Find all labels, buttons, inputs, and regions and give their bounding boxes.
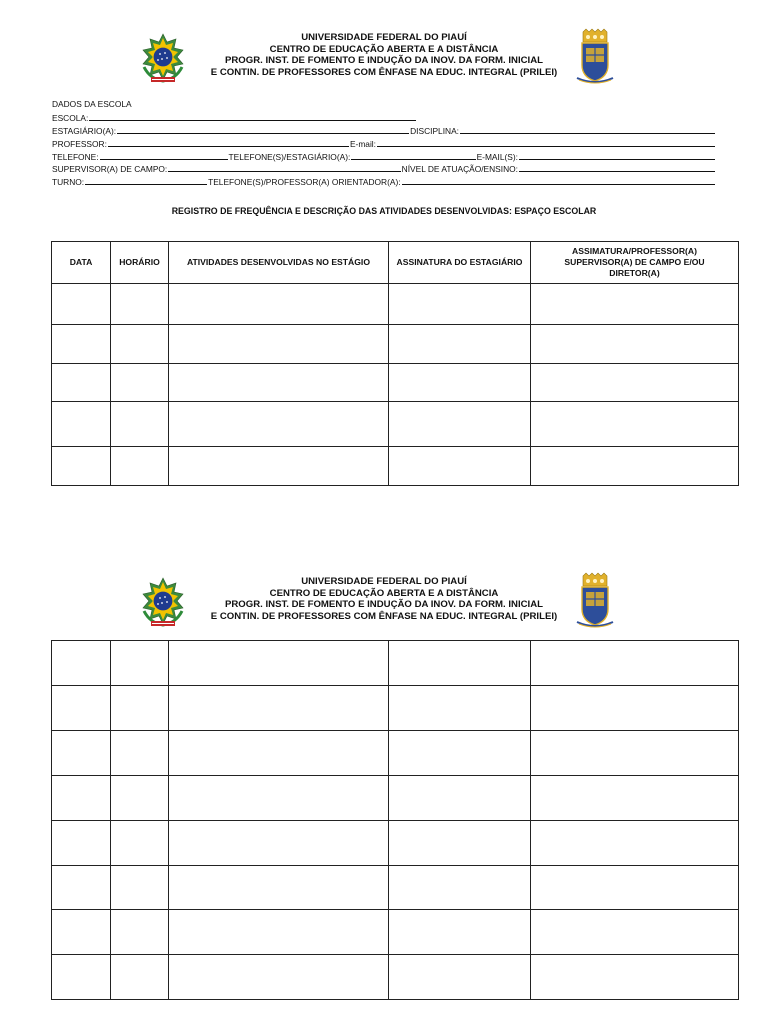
table-row <box>52 641 739 686</box>
cell-assinatura-estagiario[interactable] <box>389 364 531 402</box>
table-row <box>52 910 739 955</box>
cell-assinatura-supervisor[interactable] <box>531 447 739 486</box>
cell-assinatura-estagiario[interactable] <box>389 325 531 364</box>
cell-atividades[interactable] <box>169 284 389 325</box>
cell-atividades[interactable] <box>169 731 389 776</box>
cell-assinatura-supervisor[interactable] <box>531 284 739 325</box>
cell-atividades[interactable] <box>169 447 389 486</box>
cell-horario[interactable] <box>111 821 169 866</box>
cell-assinatura-supervisor[interactable] <box>531 910 739 955</box>
header-data: DATA <box>52 242 111 284</box>
table-row <box>52 325 739 364</box>
professor-field[interactable] <box>108 137 349 147</box>
cell-atividades[interactable] <box>169 686 389 731</box>
attendance-table-page2 <box>51 640 739 1000</box>
header-assinatura-estagiario: ASSINATURA DO ESTAGIÁRIO <box>389 242 531 284</box>
cell-data[interactable] <box>52 364 111 402</box>
estagiario-field[interactable] <box>117 124 409 134</box>
emails-field[interactable] <box>519 150 715 160</box>
cell-assinatura-supervisor[interactable] <box>531 776 739 821</box>
cell-horario[interactable] <box>111 402 169 447</box>
cell-data[interactable] <box>52 866 111 910</box>
cell-assinatura-supervisor[interactable] <box>531 955 739 1000</box>
turno-line <box>52 175 716 188</box>
header-assinatura-supervisor: ASSIMATURA/PROFESSOR(A) SUPERVISOR(A) DE CAMPO E/OU DIRETOR(A) <box>531 242 739 284</box>
program-name-line1: PROGR. INST. DE FOMENTO E INDUÇÃO DA INOV. DA FORM. INICIAL <box>224 599 544 611</box>
cell-atividades[interactable] <box>169 402 389 447</box>
escola-label: ESCOLA: <box>52 112 89 123</box>
header-horario: HORÁRIO <box>111 242 169 284</box>
table-row <box>52 364 739 402</box>
cell-horario[interactable] <box>111 325 169 364</box>
cell-assinatura-estagiario[interactable] <box>389 821 531 866</box>
professor-line <box>52 137 716 150</box>
email-label: E-mail: <box>349 138 376 149</box>
telefone-estagiario-field[interactable] <box>351 150 475 160</box>
telefone-label: TELEFONE: <box>52 151 99 162</box>
cell-assinatura-estagiario[interactable] <box>389 866 531 910</box>
table-row <box>52 955 739 1000</box>
table-row <box>52 866 739 910</box>
cell-horario[interactable] <box>111 866 169 910</box>
cell-horario[interactable] <box>111 364 169 402</box>
cell-assinatura-supervisor[interactable] <box>531 866 739 910</box>
supervisor-label: SUPERVISOR(A) DE CAMPO: <box>52 164 168 175</box>
cell-data[interactable] <box>52 955 111 1000</box>
turno-field[interactable] <box>85 175 207 185</box>
cell-horario[interactable] <box>111 641 169 686</box>
escola-line <box>52 111 716 124</box>
header-titles <box>160 32 608 78</box>
escola-field[interactable] <box>89 111 416 121</box>
telefone-professor-field[interactable] <box>402 175 715 185</box>
table-body-page1 <box>52 284 739 486</box>
table-row <box>52 776 739 821</box>
cell-assinatura-estagiario[interactable] <box>389 955 531 1000</box>
email-field[interactable] <box>377 137 715 147</box>
cell-data[interactable] <box>52 731 111 776</box>
cell-horario[interactable] <box>111 284 169 325</box>
cell-data[interactable] <box>52 402 111 447</box>
professor-label: PROFESSOR: <box>52 138 107 149</box>
cell-data[interactable] <box>52 447 111 486</box>
cell-atividades[interactable] <box>169 866 389 910</box>
cell-data[interactable] <box>52 910 111 955</box>
table-header-row <box>52 242 739 284</box>
cell-horario[interactable] <box>111 731 169 776</box>
estagiario-line <box>52 124 716 137</box>
telefone-line <box>52 150 716 163</box>
cell-atividades[interactable] <box>169 325 389 364</box>
program-name-line2: E CONTIN. DE PROFESSORES COM ÊNFASE NA EDUC. INTEGRAL (PRILEI) <box>210 610 558 622</box>
disciplina-field[interactable] <box>460 124 715 134</box>
cell-atividades[interactable] <box>169 641 389 686</box>
table-row <box>52 821 739 866</box>
header-titles <box>160 576 608 622</box>
table-row <box>52 284 739 325</box>
cell-atividades[interactable] <box>169 821 389 866</box>
program-name-line1: PROGR. INST. DE FOMENTO E INDUÇÃO DA INOV. DA FORM. INICIAL <box>224 55 544 67</box>
cell-atividades[interactable] <box>169 910 389 955</box>
cell-data[interactable] <box>52 325 111 364</box>
center-name: CENTRO DE EDUCAÇÃO ABERTA E A DISTÂNCIA <box>269 587 499 599</box>
form-section-label-line <box>52 98 716 111</box>
cell-assinatura-estagiario[interactable] <box>389 686 531 731</box>
cell-assinatura-estagiario[interactable] <box>389 284 531 325</box>
telefone-field[interactable] <box>100 150 228 160</box>
header-top <box>0 32 768 96</box>
cell-assinatura-supervisor[interactable] <box>531 731 739 776</box>
telefone-estagiario-label: TELEFONE(S)/ESTAGIÁRIO(A): <box>228 151 351 162</box>
cell-assinatura-supervisor[interactable] <box>531 821 739 866</box>
university-name: UNIVERSIDADE FEDERAL DO PIAUÍ <box>301 576 467 587</box>
cell-data[interactable] <box>52 776 111 821</box>
cell-data[interactable] <box>52 821 111 866</box>
cell-horario[interactable] <box>111 686 169 731</box>
header-atividades: ATIVIDADES DESENVOLVIDAS NO ESTÁGIO <box>169 242 389 284</box>
cell-assinatura-estagiario[interactable] <box>389 910 531 955</box>
disciplina-label: DISCIPLINA: <box>410 125 459 136</box>
cell-atividades[interactable] <box>169 955 389 1000</box>
supervisor-line <box>52 162 716 175</box>
nivel-field[interactable] <box>519 162 715 172</box>
header-bottom <box>0 576 768 640</box>
ufpi-crest-icon <box>575 28 615 86</box>
cell-horario[interactable] <box>111 447 169 486</box>
table-row <box>52 402 739 447</box>
school-data-label: DADOS DA ESCOLA <box>52 99 132 109</box>
cell-assinatura-supervisor[interactable] <box>531 402 739 447</box>
cell-atividades[interactable] <box>169 776 389 821</box>
cell-assinatura-estagiario[interactable] <box>389 641 531 686</box>
program-name-line2: E CONTIN. DE PROFESSORES COM ÊNFASE NA EDUC. INTEGRAL (PRILEI) <box>210 66 558 78</box>
cell-assinatura-estagiario[interactable] <box>389 776 531 821</box>
table-row <box>52 447 739 486</box>
cell-horario[interactable] <box>111 910 169 955</box>
table-row <box>52 686 739 731</box>
school-data-form <box>52 98 716 188</box>
turno-label: TURNO: <box>52 177 85 188</box>
table-body-page2 <box>52 641 739 1000</box>
cell-assinatura-estagiario[interactable] <box>389 731 531 776</box>
emails-label: E-MAIL(S): <box>476 151 518 162</box>
cell-horario[interactable] <box>111 955 169 1000</box>
cell-assinatura-supervisor[interactable] <box>531 325 739 364</box>
cell-horario[interactable] <box>111 776 169 821</box>
cell-assinatura-supervisor[interactable] <box>531 364 739 402</box>
attendance-table-page1 <box>51 241 739 486</box>
center-name: CENTRO DE EDUCAÇÃO ABERTA E A DISTÂNCIA <box>269 43 499 55</box>
supervisor-field[interactable] <box>168 162 400 172</box>
university-name: UNIVERSIDADE FEDERAL DO PIAUÍ <box>301 32 467 43</box>
table-row <box>52 731 739 776</box>
section-title: REGISTRO DE FREQUÊNCIA E DESCRIÇÃO DAS ATIVIDADES DESENVOLVIDAS: ESPAÇO ESCOLAR <box>171 206 597 216</box>
cell-assinatura-supervisor[interactable] <box>531 641 739 686</box>
ufpi-crest-icon <box>575 572 615 630</box>
cell-data[interactable] <box>52 686 111 731</box>
cell-assinatura-estagiario[interactable] <box>389 447 531 486</box>
cell-assinatura-supervisor[interactable] <box>531 686 739 731</box>
cell-assinatura-estagiario[interactable] <box>389 402 531 447</box>
cell-data[interactable] <box>52 641 111 686</box>
nivel-label: NÍVEL DE ATUAÇÃO/ENSINO: <box>401 164 518 175</box>
estagiario-label: ESTAGIÁRIO(A): <box>52 125 117 136</box>
cell-data[interactable] <box>52 284 111 325</box>
cell-atividades[interactable] <box>169 364 389 402</box>
telefone-professor-label: TELEFONE(S)/PROFESSOR(A) ORIENTADOR(A): <box>208 177 401 188</box>
